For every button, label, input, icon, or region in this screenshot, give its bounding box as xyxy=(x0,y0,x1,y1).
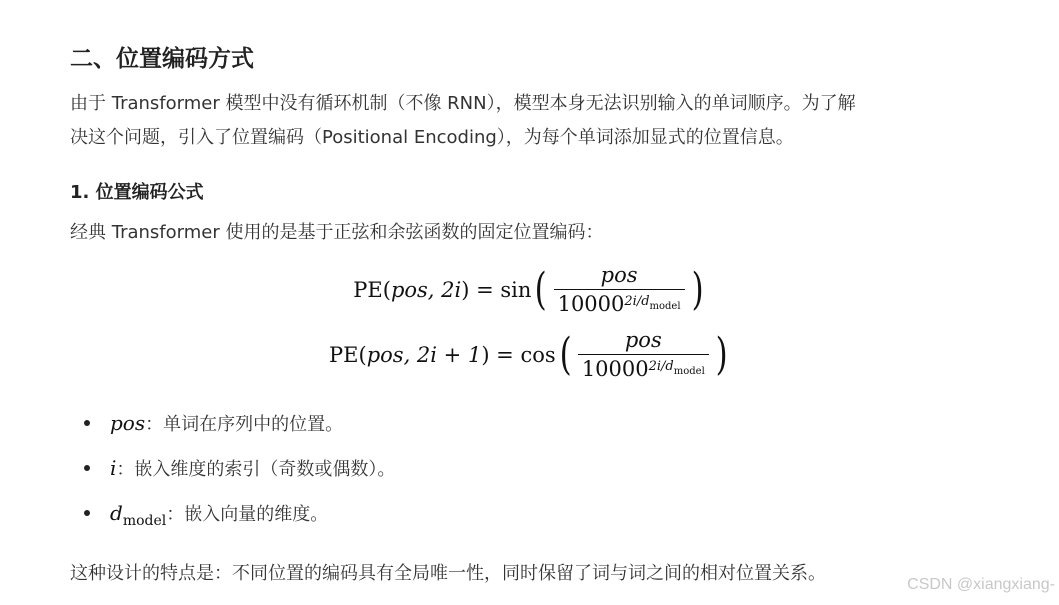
definition-text: ：单词在序列中的位置。 xyxy=(145,414,344,435)
definition-symbol: i xyxy=(110,456,117,480)
conclusion-paragraph: 这种设计的特点是：不同位置的编码具有全局唯一性，同时保留了词与词之间的相对位置关系。 xyxy=(70,563,826,584)
definition-text: ：嵌入维度的索引（奇数或偶数）。 xyxy=(116,459,396,480)
formula-cos-fraction xyxy=(578,329,709,381)
formula-sin-lhs: PE(pos, 2i) = sin xyxy=(353,278,532,303)
section-title: 二、位置编码方式 xyxy=(70,46,254,72)
formula-cos-numerator: pos xyxy=(624,328,662,352)
list-item xyxy=(70,490,395,535)
intro-line-2: 决这个问题，引入了位置编码（Positional Encoding），为每个单词添加显式的位置信息。 xyxy=(70,127,794,148)
formula-sin: PE(pos, 2i) = sin ( $\frac{\text{pos}}{10000^{2i/d_{model}}}$ ) xyxy=(353,263,704,317)
bullet-icon xyxy=(84,465,90,471)
formula-sin-numerator: pos xyxy=(600,263,638,287)
formula-cos-lhs: PE(pos, 2i + 1) = cos xyxy=(329,343,556,368)
formula-cos-denominator: $10000^{2i/d_{model}}$ xyxy=(578,354,709,381)
definition-text: ：嵌入向量的维度。 xyxy=(166,504,329,525)
list-item xyxy=(70,445,395,490)
formula-sin-fraction xyxy=(554,264,685,316)
formula-intro: 经典 Transformer 使用的是基于正弦和余弦函数的固定位置编码： xyxy=(70,222,604,243)
intro-line-1: 由于 Transformer 模型中没有循环机制（不像 RNN），模型本身无法识别输入的单词顺序。为了解 xyxy=(70,93,856,114)
bullet-icon xyxy=(84,510,90,516)
list-item xyxy=(70,400,395,445)
formula-cos: PE(pos, 2i + 1) = cos ( $\frac{\text{pos}}{10000^{2i/d_{model}}}$ ) xyxy=(329,328,728,382)
intro-paragraph xyxy=(70,87,856,155)
watermark: CSDN @xiangxiang- xyxy=(907,576,1055,593)
subsection-title: 1. 位置编码公式 xyxy=(70,182,204,203)
bullet-icon xyxy=(84,420,90,426)
definition-list xyxy=(70,400,395,535)
formula-sin-denominator: $10000^{2i/d_{model}}$ xyxy=(554,289,685,316)
definition-symbol: $d_{model}$ xyxy=(110,501,167,529)
definition-symbol: pos xyxy=(110,411,146,435)
